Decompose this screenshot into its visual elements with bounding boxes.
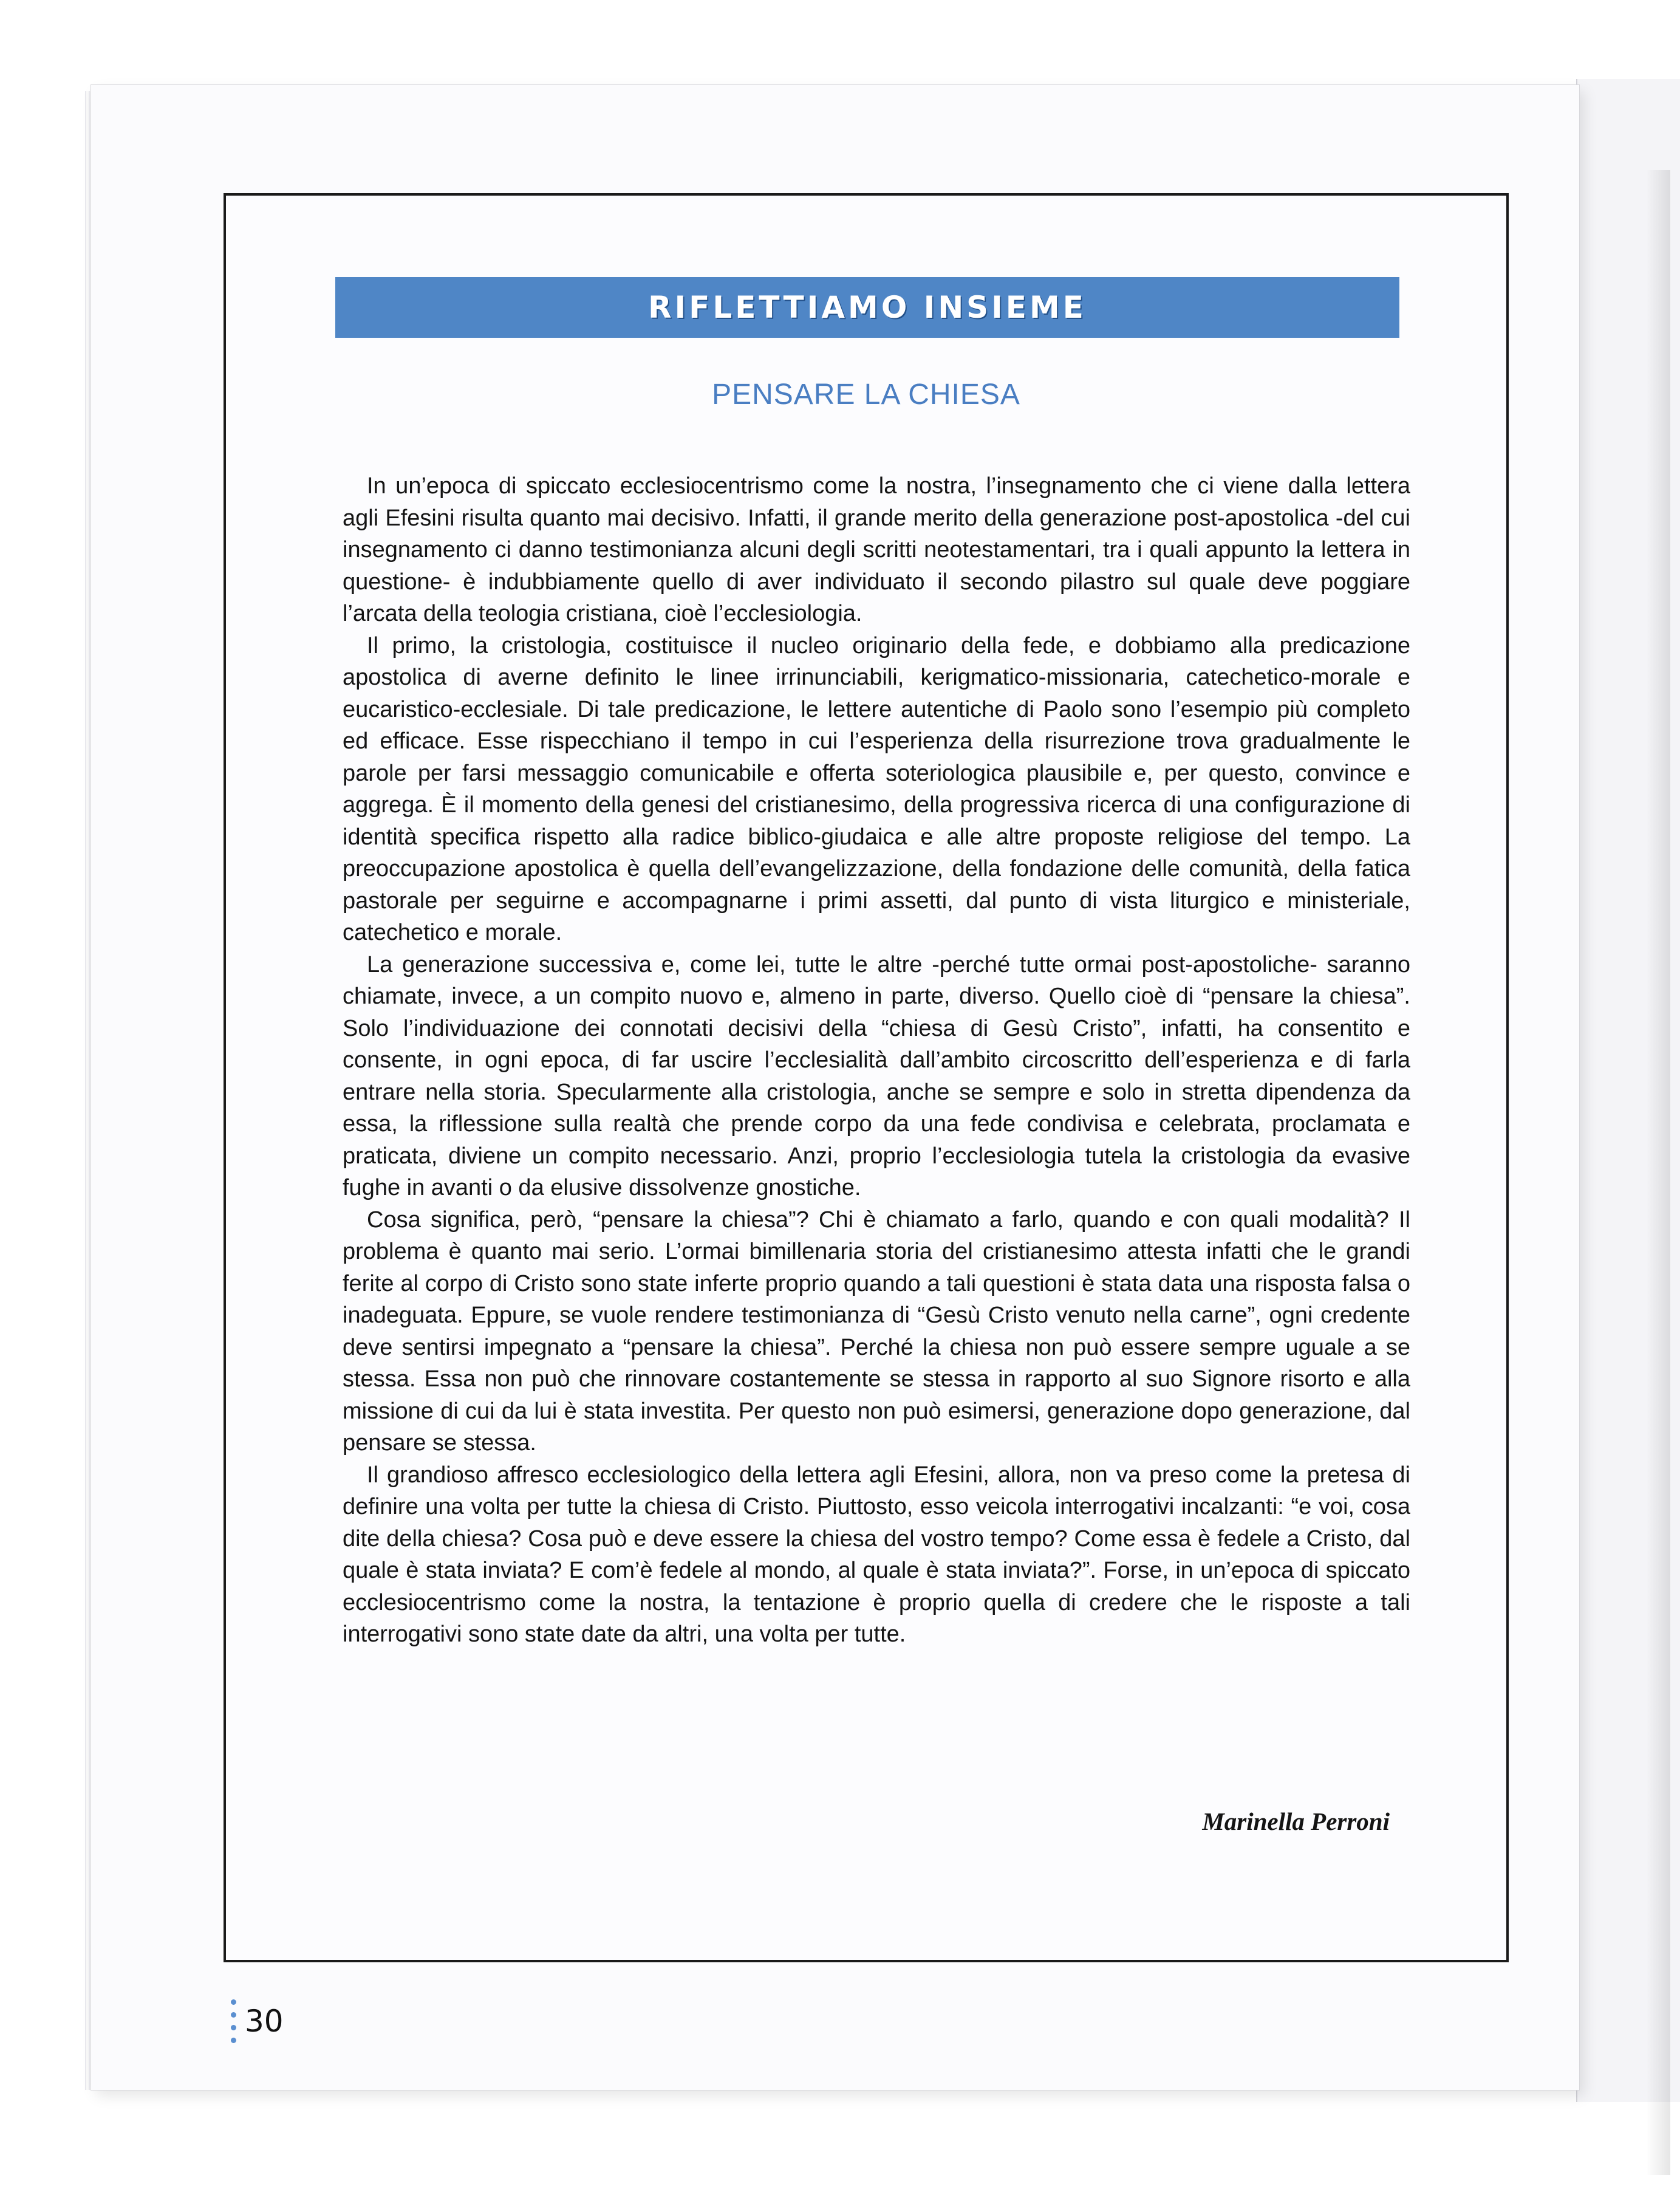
author-signature: Marinella Perroni [1202,1807,1390,1835]
page-footer [231,1996,284,2047]
paragraph: Il primo, la cristologia, costituisce il nucleo originario della fede, e dobbiamo alla predicazione apostolica di averne definito le linee irrinunciabili, kerigmatico-missionaria, catechetico-morale e eucaristico-ecclesiale. Di tale predicazione, le lettere autentiche di Paolo sono l’esempio più completo ed efficace. Esse rispecchiano il tempo in cui l’esperienza della risurrezione trova gradualmente le parole per farsi messaggio comunicabile e offerta soteriologica plausibile e, per questo, convince e aggrega. È il momento della genesi del cristianesimo, della progressiva ricerca di una configurazione di identità specifica rispetto alla radice biblico-giudaica e alle altre proposte religiose del tempo. La preoccupazione apostolica è quella dell’evangelizzazione, della fondazione delle comunità, della fatica pastorale per seguirne e accompagnarne i primi assetti, dal punto di vista liturgico e ministeriale, catechetico e morale. [343,632,1410,945]
page-number: 30 [245,2004,284,2039]
section-banner [335,277,1399,338]
paragraph: In un’epoca di spiccato ecclesiocentrismo come la nostra, l’insegnamento che ci viene dalla lettera agli Efesini risulta quanto mai decisivo. Infatti, il grande merito della generazione post-apostolica -del cui insegnamento ci danno testimonianza alcuni degli scritti neotestamentari, tra i quali appunto la lettera in questione- è indubbiamente quello di aver individuato il secondo pilastro sul quale deve poggiare l’arcata della teologia cristiana, cioè l’ecclesiologia. [343,473,1410,626]
article-title: PENSARE LA CHIESA [712,378,1020,411]
paragraph: La generazione successiva e, come lei, tutte le altre -perché tutte ormai post-apostoliche- saranno chiamate, invece, a un compito nuovo e, almeno in parte, diverso. Quello cioè di “pensare la chiesa”. Solo l’individuazione dei connotati decisivi della “chiesa di Gesù Cristo”, infatti, ha consentito e consente, in ogni epoca, di far uscire l’ecclesialità dall’ambito circoscritto dell’esperienza e di farla entrare nella storia. Specularmente alla cristologia, anche se sempre e solo in stretta dipendenza da essa, la riflessione sulla realtà che prende corpo da una fede condivisa e celebrata, proclamata e praticata, diviene un compito necessario. Anzi, proprio l’ecclesiologia tutela la cristologia da evasive fughe in avanti o da elusive dissolvenze gnostiche. [343,951,1410,1200]
paragraph: Il grandioso affresco ecclesiologico della lettera agli Efesini, allora, non va preso come la pretesa di definire una volta per tutte la chiesa di Cristo. Piuttosto, esso veicola interrogativi incalzanti: “e voi, cosa dite della chiesa? Cosa può e deve essere la chiesa del vostro tempo? Come essa è fedele a Cristo, dal quale è stata inviata? E com’è fedele al mondo, al quale è stata inviata?”. Forse, in un’epoca di spiccato ecclesiocentrismo come la nostra, la tentazione è proprio quella di credere che le risposte a tali interrogativi sono state date da altri, una volta per tutte. [343,1462,1410,1647]
section-title: RIFLETTIAMO INSIEME [648,290,1087,325]
spine-shadow [1646,170,1670,2175]
article-body [343,470,1410,1651]
dots-ornament-icon [231,1996,236,2047]
article-frame [224,193,1509,1962]
paragraph: Cosa significa, però, “pensare la chiesa”? Chi è chiamato a farlo, quando e con quali modalità? Il problema è quanto mai serio. L’ormai bimillenaria storia del cristianesimo attesta infatti che le grandi ferite al corpo di Cristo sono state inferte proprio quando a tali questioni è stata data una risposta falsa o inadeguata. Eppure, se vuole rendere testimonianza di “Gesù Cristo venuto nella carne”, ogni credente deve sentirsi impegnato a “pensare la chiesa”. Perché la chiesa non può essere sempre uguale a se stessa. Essa non può che rinnovare costantemente se stessa in rapporto al suo Signore risorto e alla missione di cui da lui è stata investita. Per questo non può esimersi, generazione dopo generazione, dal pensare se stessa. [343,1207,1410,1456]
